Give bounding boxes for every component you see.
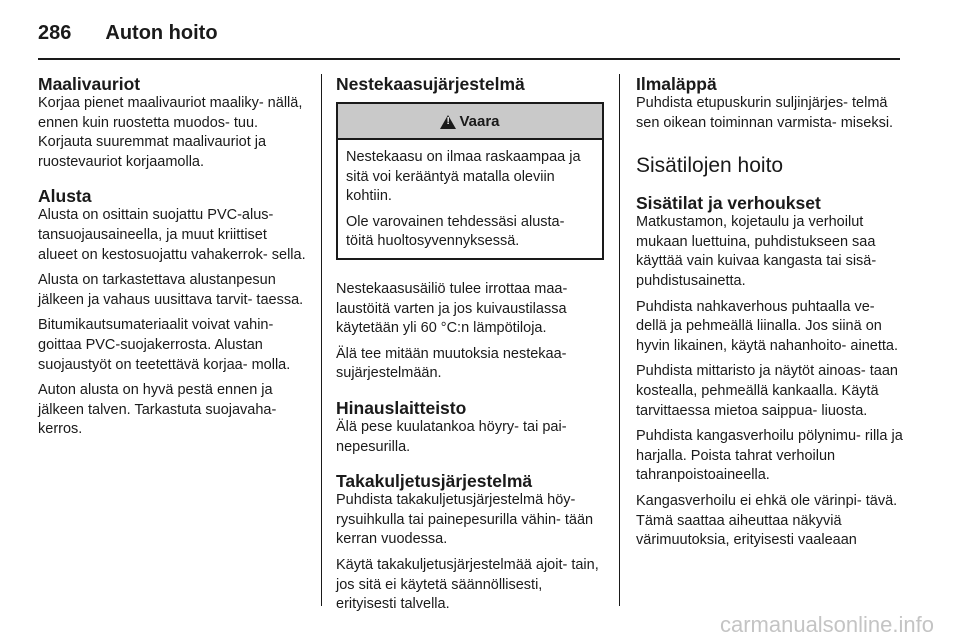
paragraph: Kangasverhoilu ei ehkä ole värinpi- tävä. Tämä saattaa aiheuttaa näkyviä värimuutoksia, erityisesti vaaleaan <box>636 492 898 549</box>
paragraph: Korjaa pienet maalivauriot maaliky- nällä, ennen kuin ruostetta muodos- tuu. Korjauta suuremmat maalivauriot ja ruostevauriot korjaamolla. <box>38 95 303 170</box>
section-title-sisatilat: Sisätilat ja verhoukset <box>636 193 821 214</box>
paragraph: Puhdista nahkaverhous puhtaalla ve- dellä ja pehmeällä liinalla. Jos siinä on hyvin likainen, käytä nahanhoito- ainetta. <box>636 298 898 354</box>
header-rule <box>38 58 900 60</box>
section-title-nestekaasujarjestelma: Nestekaasujärjestelmä <box>336 74 525 94</box>
paragraph: Alusta on osittain suojattu PVC-alus- tansuojausaineella, ja muut kriittiset alueet on kestosuojattu vahakerrok- sella. <box>38 207 306 263</box>
section-title-takakuljetusjarjestelma: Takakuljetusjärjestelmä <box>336 471 533 492</box>
paragraph: Älä pese kuulatankoa höyry- tai pai- nepesurilla. <box>336 418 567 455</box>
paragraph: Käytä takakuljetusjärjestelmää ajoit- tain, jos sitä ei käytetä säännöllisesti, erityisesti talvella. <box>336 556 599 613</box>
warning-body <box>338 140 602 258</box>
page-header <box>38 14 218 52</box>
section-title-maalivauriot: Maalivauriot <box>38 74 141 94</box>
paragraph: Bitumikautsumateriaalit voivat vahin- goittaa PVC-suojakerrosta. Alustan suojaustyöt on teetettävä korjaa- molla. <box>38 317 291 373</box>
paragraph: Puhdista mittaristo ja näytöt ainoas- taan kostealla, pehmeällä kankaalla. Käytä tarvittaessa mietoa saippua- liuosta. <box>636 363 898 419</box>
warning-header <box>338 104 602 140</box>
column-divider-2 <box>619 74 620 606</box>
paragraph: Nestekaasusäiliö tulee irrottaa maa- laustöitä varten ja jos kuivaustilassa käytetään yli 60 °C:n lämpötiloja. <box>336 280 568 337</box>
column-2 <box>336 74 604 615</box>
section-title-hinauslaitteisto: Hinauslaitteisto <box>336 397 467 418</box>
paragraph: Puhdista takakuljetusjärjestelmä höy- rysuihkulla tai painepesurilla vähin- tään kerran vuodessa. <box>336 492 594 548</box>
section-title-ilmalappa: Ilmaläppä <box>636 74 717 94</box>
paragraph: Älä tee mitään muutoksia nestekaa- sujärjestelmään. <box>336 345 567 382</box>
page-number: 286 <box>38 21 72 44</box>
paragraph: Puhdista etupuskurin suljinjärjes- telmä sen oikean toiminnan varmista- miseksi. <box>636 95 894 131</box>
paragraph: Alusta on tarkastettava alustanpesun jälkeen ja vahaus uusittava tarvit- taessa. <box>38 272 304 308</box>
column-1 <box>38 74 308 440</box>
warning-label: Vaara <box>459 112 500 130</box>
watermark: carmanualsonline.info <box>719 612 934 637</box>
column-divider-1 <box>321 74 322 606</box>
warning-triangle-icon <box>440 115 456 129</box>
paragraph: Puhdista kangasverhoilu pölynimu- rilla ja harjalla. Poista tahrat verhoilun tahranpoistoaineella. <box>636 428 903 484</box>
column-3 <box>636 74 906 551</box>
paragraph: Matkustamon, kojetaulu ja verhoilut mukaan luettuina, puhdistukseen saa käyttää vain kuivaa kangasta tai sisä- puhdistusainetta. <box>636 214 877 289</box>
main-title-sisatilojen-hoito: Sisätilojen hoito <box>636 154 784 178</box>
warning-paragraph: Ole varovainen tehdessäsi alusta- töitä huoltosyvennyksessä. <box>346 213 565 250</box>
section-title-alusta: Alusta <box>38 186 92 207</box>
warning-box <box>336 102 604 260</box>
chapter-title: Auton hoito <box>105 21 218 44</box>
warning-paragraph: Nestekaasu on ilmaa raskaampaa ja sitä voi kerääntyä matalla oleviin kohtiin. <box>346 149 581 205</box>
paragraph: Auton alusta on hyvä pestä ennen ja jälkeen talven. Tarkastuta suojavaha- kerros. <box>38 382 277 438</box>
